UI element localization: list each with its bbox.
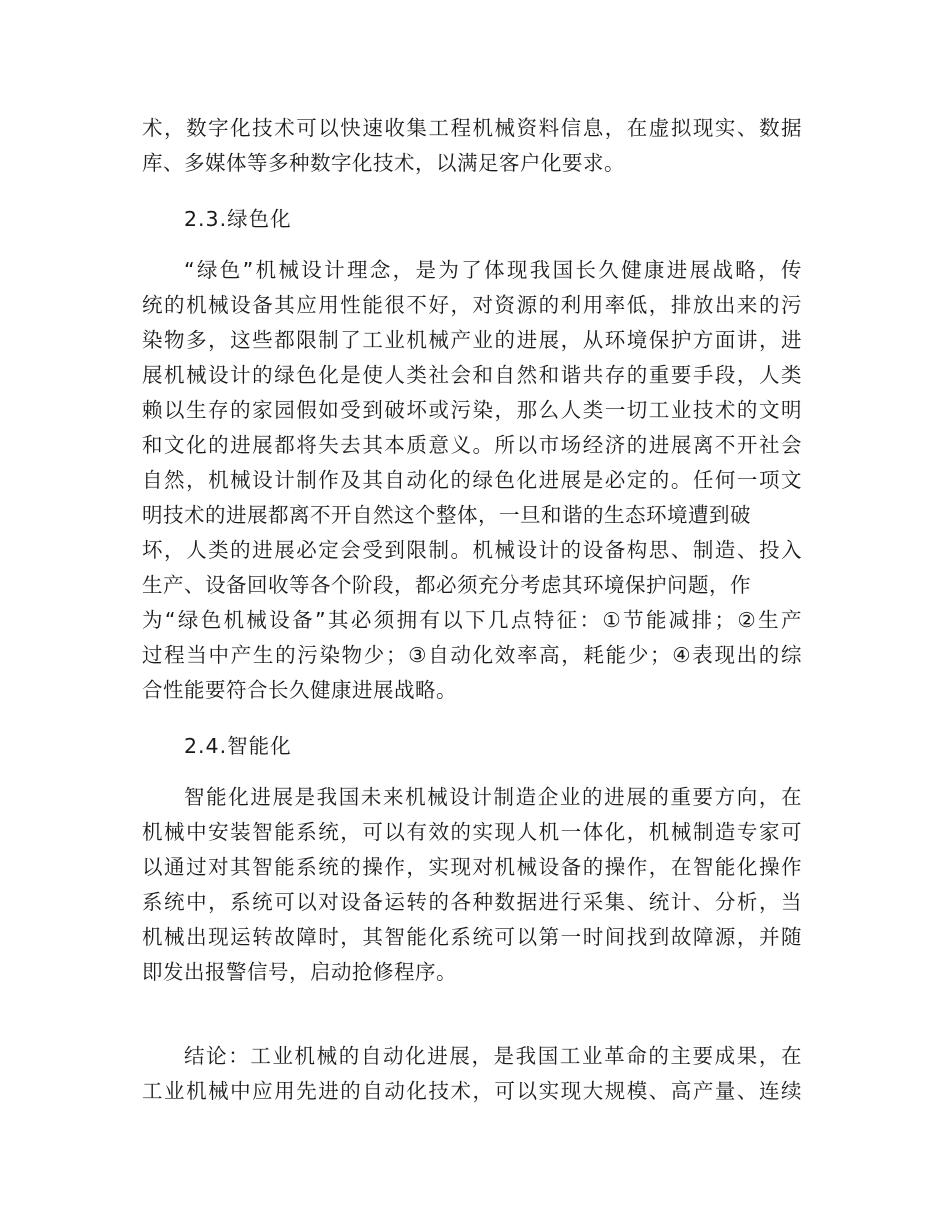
text-line: 机械出现运转故障时，其智能化系统可以第一时间找到故障源，并随 — [142, 925, 802, 949]
text-line: 染物多，这些都限制了工业机械产业的进展，从环境保护方面讲，进 — [142, 328, 802, 352]
text-line: 坏，人类的进展必定会受到限制。机械设计的设备构思、制造、投入 — [142, 538, 802, 562]
text-line: 术，数字化技术可以快速收集工程机械资料信息，在虚拟现实、数据 — [142, 116, 802, 140]
text-line: 赖以生存的家园假如受到破坏或污染，那么人类一切工业技术的文明 — [142, 398, 802, 422]
text-line: 统的机械设备其应用性能很不好，对资源的利用率低，排放出来的污 — [142, 293, 802, 317]
text-line: 结论：工业机械的自动化进展，是我国工业革命的主要成果，在 — [184, 1044, 802, 1068]
section-heading-2-3: 2.3.绿色化 — [184, 207, 292, 231]
text-line: 展机械设计的绿色化是使人类社会和自然和谐共存的重要手段，人类 — [142, 363, 802, 387]
text-line: 即发出报警信号，启动抢修程序。 — [142, 960, 457, 984]
text-line: 系统中，系统可以对设备运转的各种数据进行采集、统计、分析，当 — [142, 890, 802, 914]
text-line: 机械中安装智能系统，可以有效的实现人机一体化，机械制造专家可 — [142, 820, 802, 844]
text-line: 生产、设备回收等各个阶段，都必须充分考虑其环境保护问题，作 — [142, 573, 751, 597]
section-heading-2-4: 2.4.智能化 — [184, 734, 292, 758]
text-line: 自然，机械设计制作及其自动化的绿色化进展是必定的。任何一项文 — [142, 468, 802, 492]
text-line: 过程当中产生的污染物少；③自动化效率高，耗能少；④表现出的综 — [142, 643, 802, 667]
text-line: 工业机械中应用先进的自动化技术，可以实现大规模、高产量、连续 — [142, 1079, 802, 1103]
text-line: “绿色”机械设计理念，是为了体现我国长久健康进展战略，传 — [184, 258, 802, 282]
text-line: 以通过对其智能系统的操作，实现对机械设备的操作，在智能化操作 — [142, 855, 802, 879]
text-line: 为“绿色机械设备”其必须拥有以下几点特征：①节能减排；②生产 — [142, 608, 802, 632]
text-line: 库、多媒体等多种数字化技术，以满足客户化要求。 — [142, 151, 625, 175]
text-line: 合性能要符合长久健康进展战略。 — [142, 678, 457, 702]
text-line: 和文化的进展都将失去其本质意义。所以市场经济的进展离不开社会 — [142, 433, 802, 457]
text-line: 明技术的进展都离不开自然这个整体，一旦和谐的生态环境遭到破 — [142, 503, 751, 527]
text-line: 智能化进展是我国未来机械设计制造企业的进展的重要方向，在 — [184, 785, 802, 809]
